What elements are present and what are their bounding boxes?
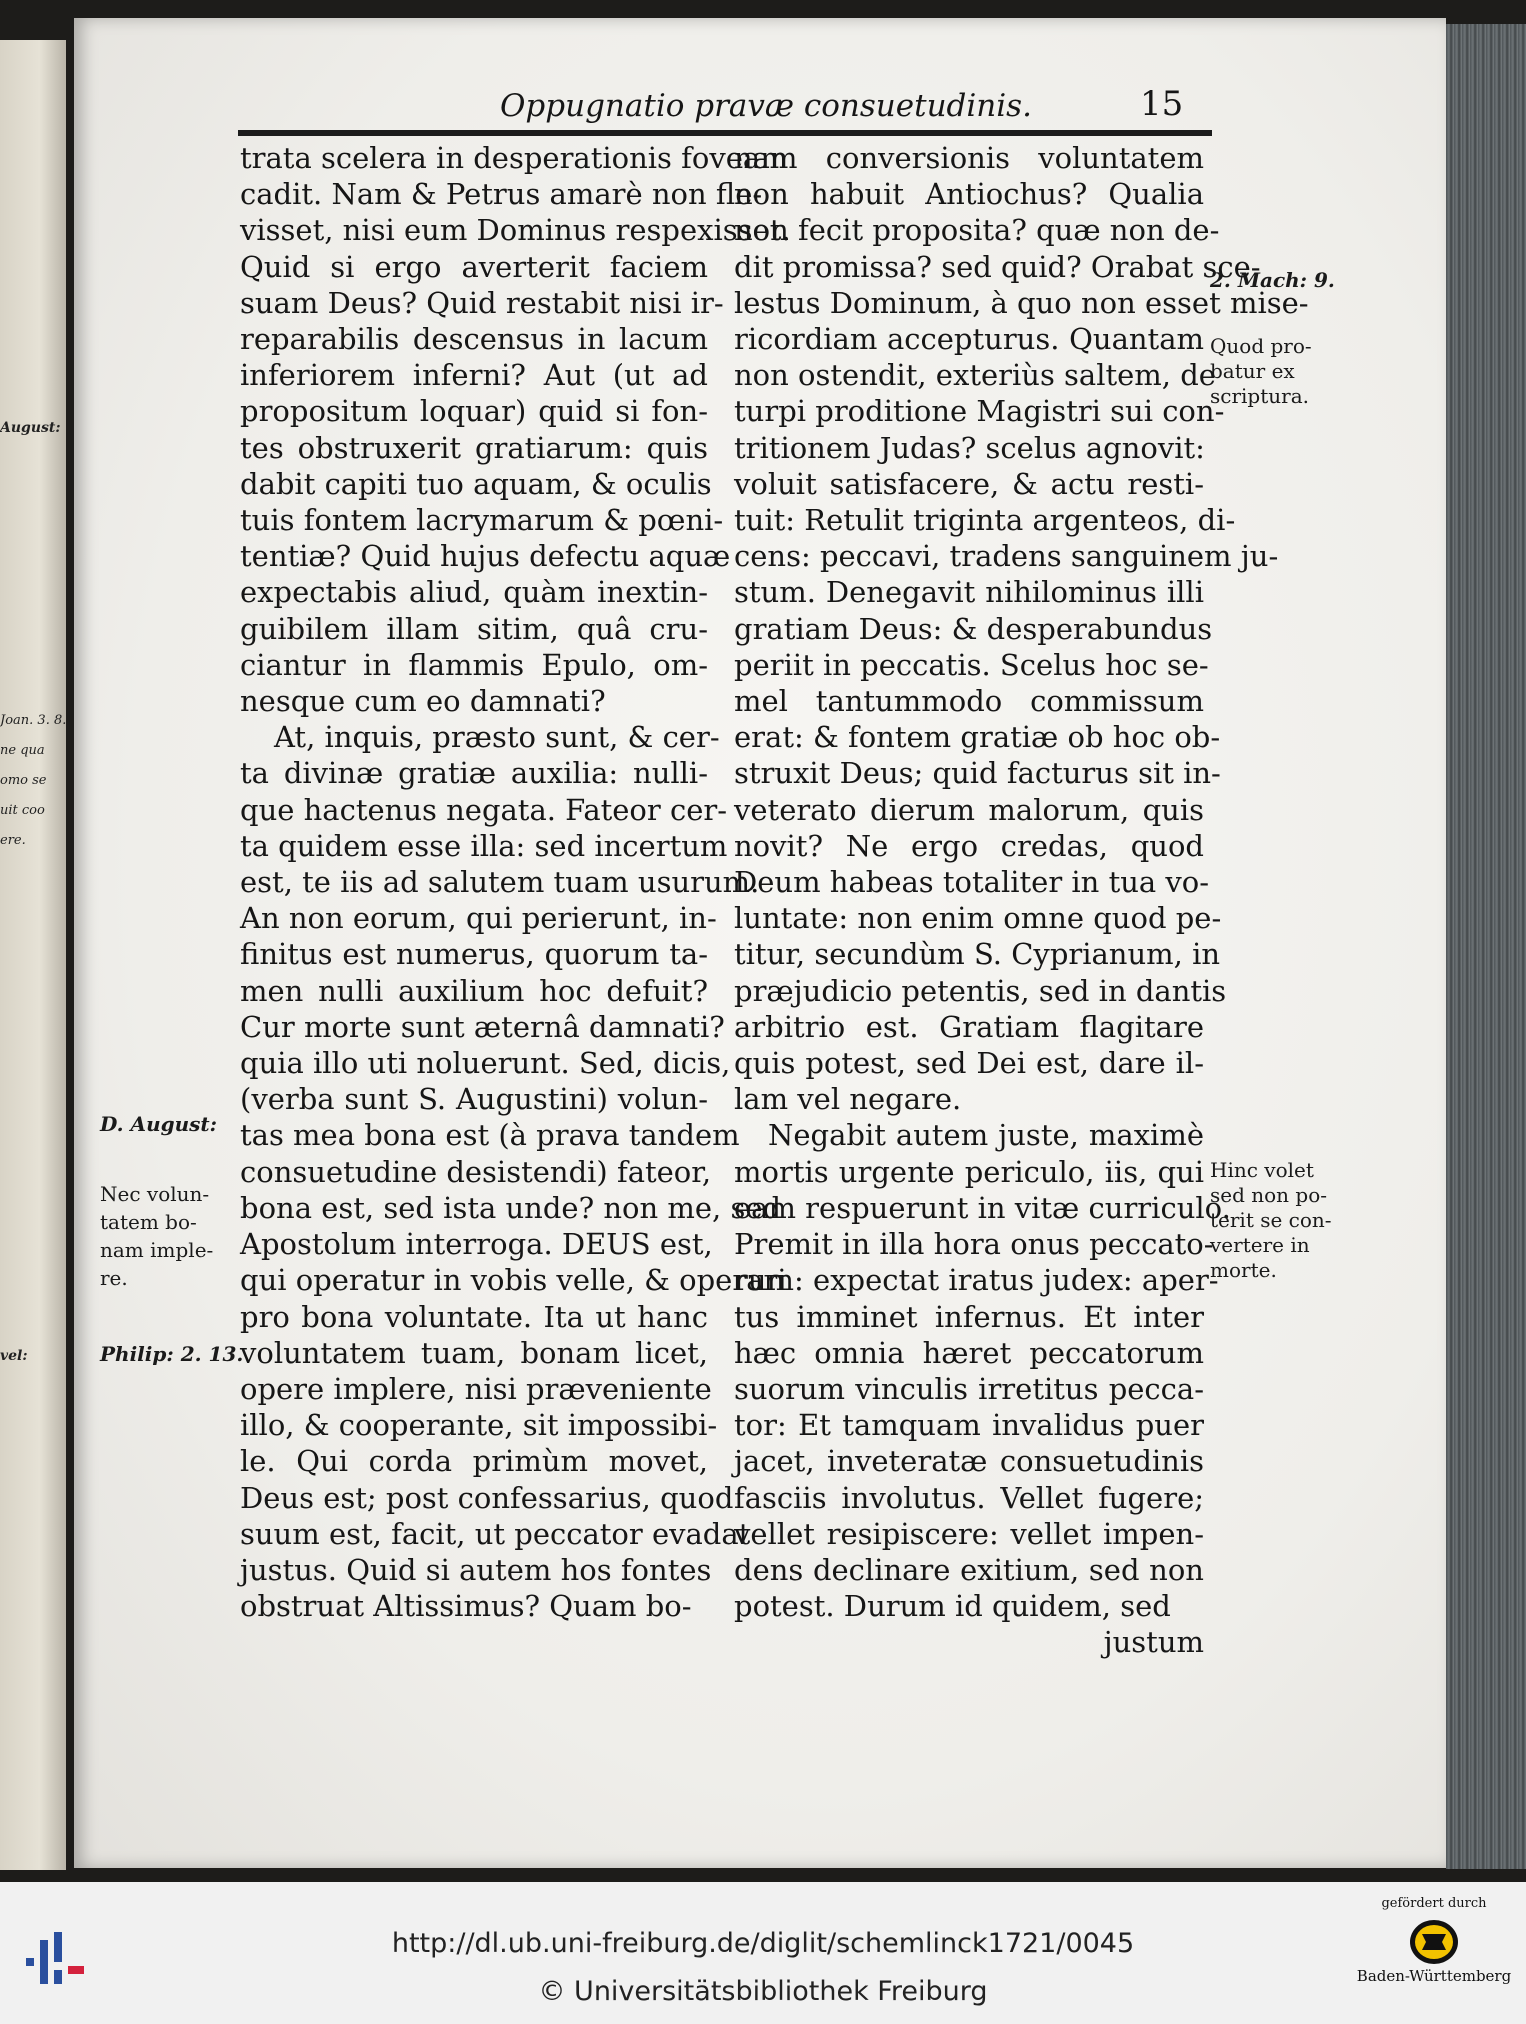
text-line: consuetudine desistendi) fateor,	[240, 1154, 712, 1189]
text-line: struxit Deus; quid facturus sit in-	[734, 756, 1221, 791]
text-line: veterato dierum malorum, quis	[734, 792, 1204, 827]
viewer-footer	[0, 1882, 1526, 2024]
page-number: 15	[1140, 84, 1184, 124]
text-line: pro bona voluntate. Ita ut hanc	[240, 1299, 708, 1334]
text-line: visset, nisi eum Dominus respexisset.	[240, 213, 791, 248]
text-line: voluntatem tuam, bonam licet,	[240, 1335, 708, 1370]
text-line: (verba sunt S. Augustini) volun-	[240, 1082, 708, 1117]
text-line: periit in peccatis. Scelus hoc se-	[734, 647, 1209, 682]
text-line: non ostendit, exteriùs saltem, de	[734, 358, 1216, 393]
text-line: bona est, sed ista unde? non me, sed	[240, 1190, 782, 1225]
header-rule	[238, 130, 1212, 136]
sponsor-bottom-text: Baden-Württemberg	[1356, 1967, 1512, 1985]
margin-ref-august: D. August:	[100, 1112, 218, 1136]
sponsor-block	[1350, 1896, 1518, 1985]
text-line: illo, & cooperante, sit impossibi-	[240, 1408, 718, 1443]
text-line: expectabis aliud, quàm inextin-	[240, 575, 708, 610]
text-line: tes obstruxerit gratiarum: quis	[240, 430, 708, 465]
margin-ref-philip: Philip: 2. 13.	[100, 1342, 244, 1366]
text-line: ta quidem esse illa: sed incertum	[240, 828, 728, 863]
text-line: nesque cum eo damnati?	[240, 684, 606, 719]
text-line: At, inquis, præsto sunt, & cer-	[274, 720, 720, 755]
text-line: rum: expectat iratus judex: aper-	[734, 1263, 1219, 1298]
text-line: tritionem Judas? scelus agnovit:	[734, 430, 1205, 465]
text-line: ciantur in flammis Epulo, om-	[240, 647, 708, 682]
text-line: præjudicio petentis, sed in dantis	[734, 973, 1227, 1008]
text-line: tor: Et tamquam invalidus puer	[734, 1408, 1204, 1443]
text-line: hæc omnia hæret peccatorum	[734, 1335, 1204, 1370]
permalink-url[interactable]: http://dl.ub.uni-freiburg.de/diglit/schemlinck1721/0045	[391, 1928, 1135, 1959]
prev-margin-august: August:	[0, 420, 61, 436]
text-line: lestus Dominum, à quo non esset mise-	[734, 285, 1309, 320]
text-line: men nulli auxilium hoc defuit?	[240, 973, 708, 1008]
prev-margin-vel: vel:	[0, 1348, 28, 1364]
text-line: Apostolum interroga. DEUS est,	[240, 1227, 713, 1262]
text-line: vellet resipiscere: vellet impen-	[734, 1516, 1204, 1551]
text-line: quis potest, sed Dei est, dare il-	[734, 1046, 1204, 1081]
text-line: justus. Quid si autem hos fontes	[240, 1552, 712, 1587]
coat-of-arms-icon	[1408, 1918, 1460, 1966]
text-line: Negabit autem juste, maximè	[768, 1118, 1204, 1153]
text-line: Deum habeas totaliter in tua vo-	[734, 865, 1210, 900]
text-line: non fecit proposita? quæ non de-	[734, 213, 1220, 248]
text-line: An non eorum, qui perierunt, in-	[240, 901, 717, 936]
text-line: guibilem illam sitim, quâ cru-	[240, 611, 708, 646]
text-line: inferiorem inferni? Aut (ut ad	[240, 358, 708, 393]
text-line: que hactenus negata. Fateor cer-	[240, 792, 728, 827]
text-line: tentiæ? Quid hujus defectu aquæ	[240, 539, 731, 574]
text-line: justum	[1103, 1625, 1204, 1660]
text-line: ricordiam accepturus. Quantam	[734, 322, 1204, 357]
text-line: stum. Denegavit nihilominus illi	[734, 575, 1204, 610]
text-line: propositum loquar) quid si fon-	[240, 394, 708, 429]
text-line: ta divinæ gratiæ auxilia: nulli-	[240, 756, 708, 791]
margin-note-quod-probatur: Quod pro- batur ex scriptura.	[1210, 334, 1312, 408]
text-line: potest. Durum id quidem, sed	[734, 1589, 1171, 1624]
text-line: suum est, facit, ut peccator evadat	[240, 1516, 751, 1551]
text-line: mel tantummodo commissum	[734, 684, 1204, 719]
text-line: cens: peccavi, tradens sanguinem ju-	[734, 539, 1279, 574]
text-line: Cur morte sunt æternâ damnati?	[240, 1009, 725, 1044]
text-line: Deus est; post confessarius, quod	[240, 1480, 734, 1515]
text-line: titur, secundùm S. Cyprianum, in	[734, 937, 1221, 972]
text-line: mortis urgente periculo, iis, qui	[734, 1154, 1204, 1189]
text-line: tuis fontem lacrymarum & pœni-	[240, 503, 724, 538]
text-line: dens declinare exitium, sed non	[734, 1552, 1204, 1587]
text-line: dabit capiti tuo aquam, & oculis	[240, 466, 712, 501]
text-line: novit? Ne ergo credas, quod	[734, 828, 1204, 863]
text-line: le. Qui corda primùm movet,	[240, 1444, 708, 1479]
page-stack-edge	[1446, 24, 1526, 1869]
margin-note-hinc-volet: Hinc volet sed non po- terit se con- vertere in morte.	[1210, 1158, 1332, 1282]
text-line: nam conversionis voluntatem	[734, 141, 1204, 175]
text-line: dit promissa? sed quid? Orabat sce-	[734, 249, 1261, 284]
text-line: cadit. Nam & Petrus amarè non fle-	[240, 177, 763, 212]
margin-note-nec-voluntatem: Nec volun- tatem bo- nam imple- re.	[100, 1182, 214, 1290]
text-line: finitus est numerus, quorum ta-	[240, 937, 708, 972]
text-line: Quid si ergo averterit faciem	[240, 249, 708, 284]
copyright-notice: © Universitätsbibliothek Freiburg	[538, 1976, 988, 2007]
left-text-column	[240, 140, 791, 1624]
text-line: turpi proditione Magistri sui con-	[734, 394, 1225, 429]
text-line: voluit satisfacere, & actu resti-	[734, 466, 1204, 501]
text-line: luntate: non enim omne quod pe-	[734, 901, 1222, 936]
running-header	[500, 84, 1184, 124]
text-line: erat: & fontem gratiæ ob hoc ob-	[734, 720, 1221, 755]
text-line: eam respuerunt in vitæ curriculo.	[734, 1190, 1231, 1225]
text-line: quia illo uti noluerunt. Sed, dicis,	[240, 1046, 731, 1081]
text-line: tas mea bona est (à prava tandem	[240, 1118, 740, 1153]
prev-margin-note: Joan. 3. 8. ne qua omo se uit coo ere.	[0, 713, 67, 848]
text-line: est, te iis ad salutem tuam usurum.	[240, 865, 760, 900]
text-line: reparabilis descensus in lacum	[240, 322, 708, 357]
text-line: trata scelera in desperationis foveam	[240, 141, 788, 175]
text-line: tuit: Retulit triginta argenteos, di-	[734, 503, 1236, 538]
text-line: non habuit Antiochus? Qualia	[734, 177, 1204, 212]
text-line: suam Deus? Quid restabit nisi ir-	[240, 285, 724, 320]
text-line: lam vel negare.	[734, 1082, 962, 1117]
text-line: arbitrio est. Gratiam flagitare	[734, 1009, 1204, 1044]
text-line: jacet, inveteratæ consuetudinis	[734, 1444, 1204, 1479]
text-line: gratiam Deus: & desperabundus	[734, 611, 1213, 646]
running-title: Oppugnatio pravæ consuetudinis.	[500, 88, 1032, 124]
margin-ref-mach: 2. Mach: 9.	[1210, 268, 1335, 292]
text-line: fasciis involutus. Vellet fugere;	[734, 1480, 1204, 1515]
text-line: suorum vinculis irretitus pecca-	[734, 1371, 1204, 1406]
previous-page-edge	[0, 40, 66, 1870]
text-line: tus imminet infernus. Et inter	[734, 1299, 1204, 1334]
text-line: obstruat Altissimus? Quam bo-	[240, 1589, 692, 1624]
text-line: Premit in illa hora onus peccato-	[734, 1227, 1214, 1262]
sponsor-top-text: gefördert durch	[1381, 1896, 1487, 1911]
text-line: qui operatur in vobis velle, & operari	[240, 1263, 787, 1298]
text-line: opere implere, nisi præveniente	[240, 1371, 712, 1406]
